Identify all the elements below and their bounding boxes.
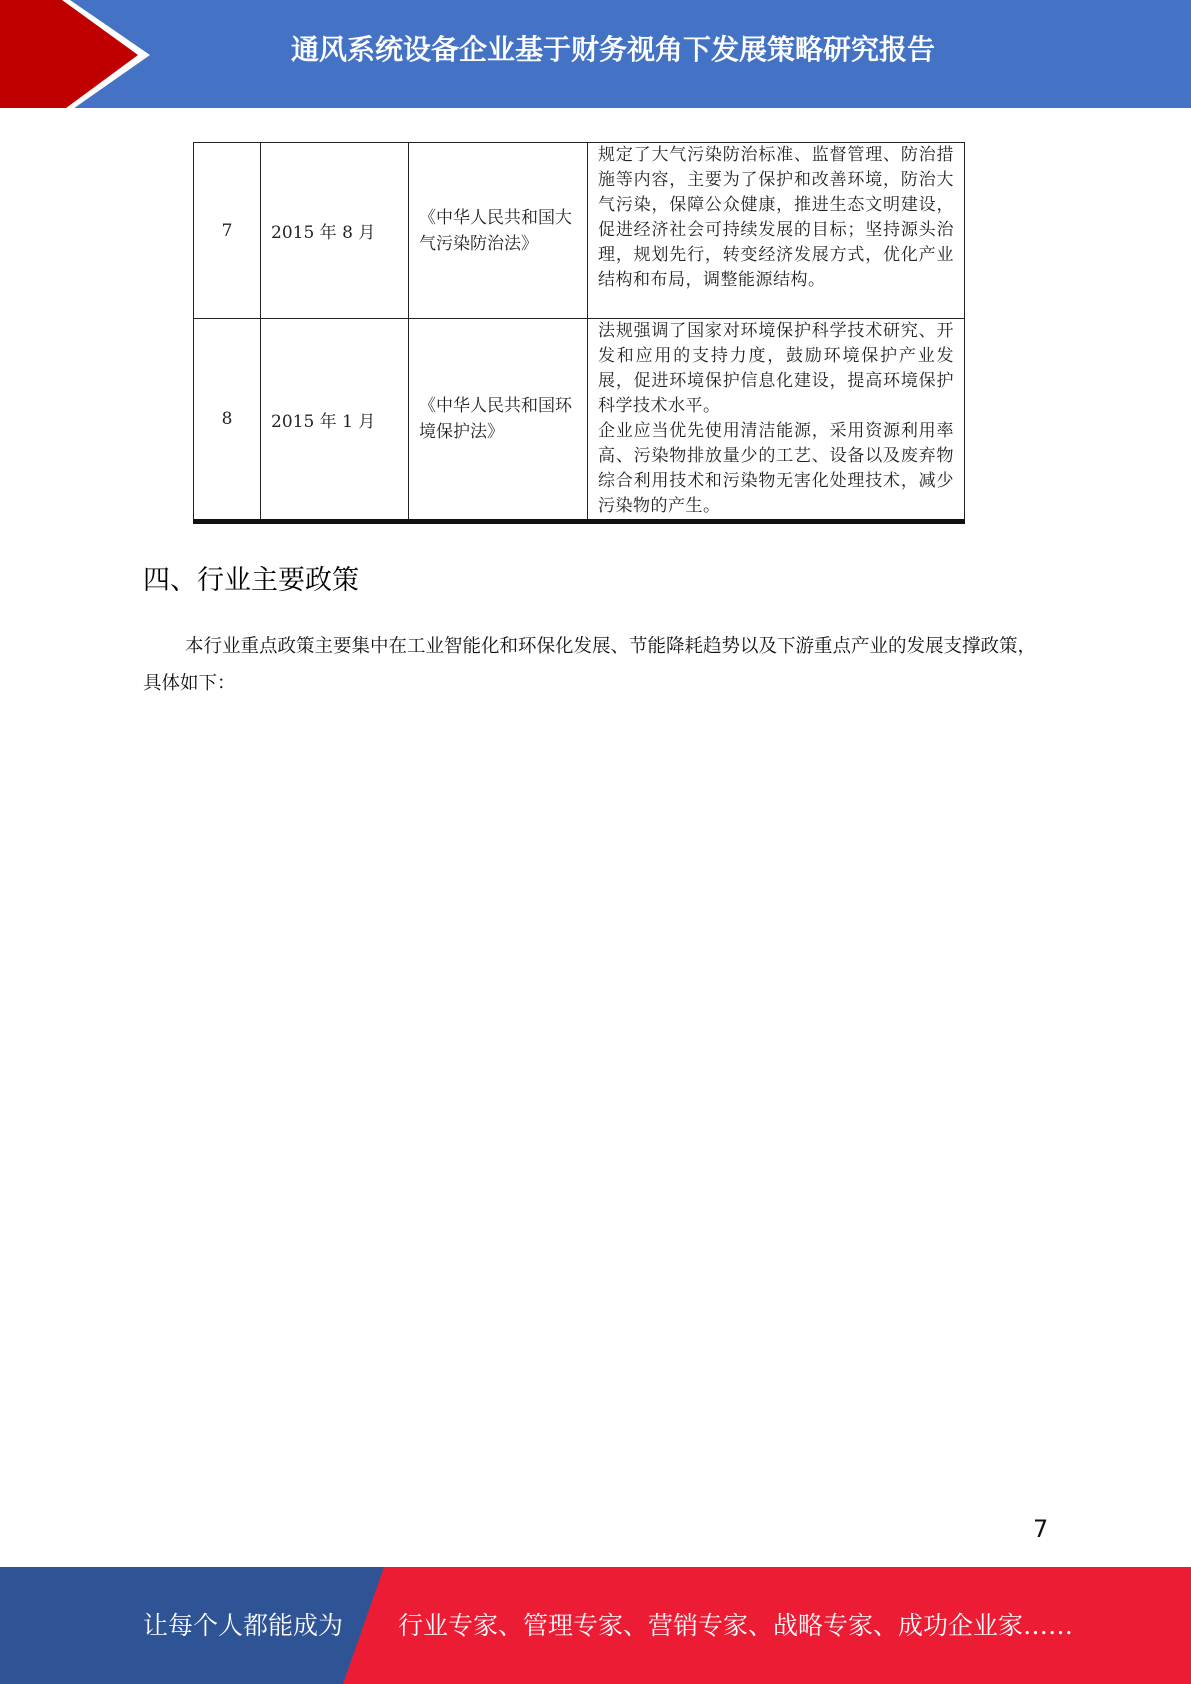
table-row xyxy=(194,319,965,522)
row-description xyxy=(588,319,965,522)
body-paragraph: 本行业重点政策主要集中在工业智能化和环保化发展、节能降耗趋势以及下游重点产业的发展支撑政策，具体如下： xyxy=(143,636,1037,694)
footer-slogan-right: 行业专家、管理专家、营销专家、战略专家、成功企业家…… xyxy=(398,1611,1074,1640)
report-title: 通风系统设备企业基于财务视角下发展策略研究报告 xyxy=(290,33,935,66)
table-row xyxy=(194,143,965,319)
header-divider xyxy=(0,108,1191,111)
row-law-name: 《中华人民共和国环境保护法》 xyxy=(409,319,588,522)
row-number: 7 xyxy=(194,143,261,319)
section-heading: 四、行业主要政策 xyxy=(143,565,359,596)
page-footer xyxy=(0,1567,1191,1684)
description-paragraph: 规定了大气污染防治标准、监督管理、防治措施等内容，主要为了保护和改善环境，防治大气污染，保障公众健康，推进生态文明建设，促进经济社会可持续发展的目标；坚持源头治理，规划先行，转变经济发展方式，优化产业结构和布局，调整能源结构。 xyxy=(598,145,954,290)
page-header xyxy=(0,0,1191,111)
row-description xyxy=(588,143,965,319)
policy-table xyxy=(193,142,965,524)
description-paragraph: 法规强调了国家对环境保护科学技术研究、开发和应用的支持力度，鼓励环境保护产业发展，促进环境保护信息化建设，提高环境保护科学技术水平。 xyxy=(598,321,954,416)
row-date: 2015 年 8 月 xyxy=(261,143,409,319)
description-paragraph: 企业应当优先使用清洁能源，采用资源利用率高、污染物排放量少的工艺、设备以及废弃物综合利用技术和污染物无害化处理技术，减少污染物的产生。 xyxy=(598,421,954,516)
page-number: 7 xyxy=(1033,1515,1049,1543)
row-number: 8 xyxy=(194,319,261,522)
row-date: 2015 年 1 月 xyxy=(261,319,409,522)
row-law-name: 《中华人民共和国大气污染防治法》 xyxy=(409,143,588,319)
footer-slogan-left: 让每个人都能成为 xyxy=(143,1611,344,1640)
